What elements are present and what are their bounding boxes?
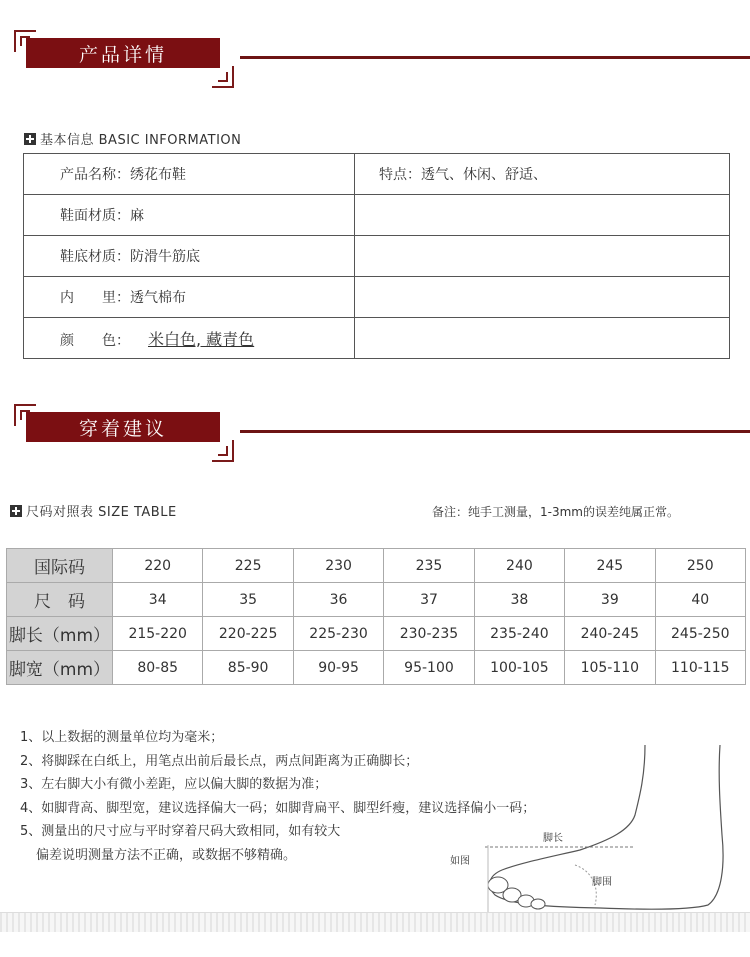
section-header-wearing-advice [0,404,750,464]
table-cell: 230 [293,549,383,583]
table-cell: 90-95 [293,651,383,685]
basic-info-heading [24,129,241,148]
size-table [6,548,746,685]
foot-drawing-icon [440,745,750,925]
table-row [7,617,746,651]
info-cell: 产品名称：绣花布鞋 [24,154,355,195]
row-header: 脚宽（mm） [7,651,113,685]
table-row [24,277,730,318]
table-row [24,195,730,236]
info-cell [24,318,355,359]
divider [240,56,750,59]
info-cell: 鞋底材质：防滑牛筋底 [24,236,355,277]
foot-illustration [440,745,750,925]
plus-icon [24,133,36,145]
basic-info-table [23,153,730,359]
section-title: 穿着建议 [26,412,220,442]
table-cell: 220-225 [203,617,293,651]
table-row [24,236,730,277]
info-cell: 鞋面材质：麻 [24,195,355,236]
table-cell: 110-115 [655,651,745,685]
table-cell: 240-245 [565,617,655,651]
corner-ornament [212,66,234,88]
note-item: 5、测量出的尺寸应与平时穿着尺码大致相同，如有较大 [20,824,341,839]
table-row [24,154,730,195]
divider [240,430,750,433]
foot-length-label: 脚长 [543,833,563,844]
note-item: 1、以上数据的测量单位均为毫米； [20,730,224,745]
table-cell: 38 [474,583,564,617]
note-item: 2、将脚踩在白纸上，用笔点出前后最长点，两点间距离为正确脚长； [20,753,419,769]
info-cell: 特点：透气、休闲、舒适、 [355,154,730,195]
info-cell [355,195,730,236]
table-cell: 245-250 [655,617,745,651]
note-item: 3、左右脚大小有微小差距，应以偏大脚的数据为准； [20,777,328,792]
table-cell: 225-230 [293,617,383,651]
table-cell: 215-220 [113,617,203,651]
info-cell [355,236,730,277]
table-cell: 39 [565,583,655,617]
table-cell: 80-85 [113,651,203,685]
table-cell: 220 [113,549,203,583]
color-value-link[interactable]: 米白色, 藏青色 [148,329,255,349]
table-cell: 235 [384,549,474,583]
row-header: 国际码 [7,549,113,583]
section-title: 产品详情 [26,38,220,68]
table-row [24,318,730,359]
table-cell: 36 [293,583,383,617]
corner-ornament [212,440,234,462]
table-cell: 40 [655,583,745,617]
table-cell: 240 [474,549,564,583]
table-row [7,549,746,583]
table-cell: 245 [565,549,655,583]
plus-icon [10,505,22,517]
info-cell: 内 里：透气棉布 [24,277,355,318]
table-row [7,651,746,685]
measurement-note: 备注：纯手工测量，1-3mm的误差纯属正常。 [432,505,679,519]
table-cell: 37 [384,583,474,617]
table-cell: 105-110 [565,651,655,685]
bottom-decorative-strip [0,912,750,932]
table-cell: 100-105 [474,651,564,685]
foot-as-shown-label: 如图 [450,856,470,867]
foot-girth-label: 脚围 [592,877,612,888]
note-item: 4、如脚背高、脚型宽，建议选择偏大一码；如脚背扁平、脚型纤瘦，建议选择偏小一码； [20,800,536,816]
row-header: 脚长（mm） [7,617,113,651]
size-table-heading [10,501,177,520]
table-cell: 235-240 [474,617,564,651]
color-label: 颜 色： [60,332,130,349]
table-cell: 34 [113,583,203,617]
basic-info-heading-text: 基本信息 BASIC INFORMATION [40,133,242,148]
note-item: 偏差说明测量方法不正确，或数据不够精确。 [36,847,297,863]
table-cell: 35 [203,583,293,617]
table-row [7,583,746,617]
size-table-heading-text: 尺码对照表 SIZE TABLE [26,505,177,520]
table-cell: 85-90 [203,651,293,685]
table-cell: 230-235 [384,617,474,651]
info-cell [355,277,730,318]
info-cell [355,318,730,359]
table-cell: 250 [655,549,745,583]
row-header: 尺 码 [7,583,113,617]
table-cell: 95-100 [384,651,474,685]
table-cell: 225 [203,549,293,583]
section-header-product-detail [0,30,750,90]
